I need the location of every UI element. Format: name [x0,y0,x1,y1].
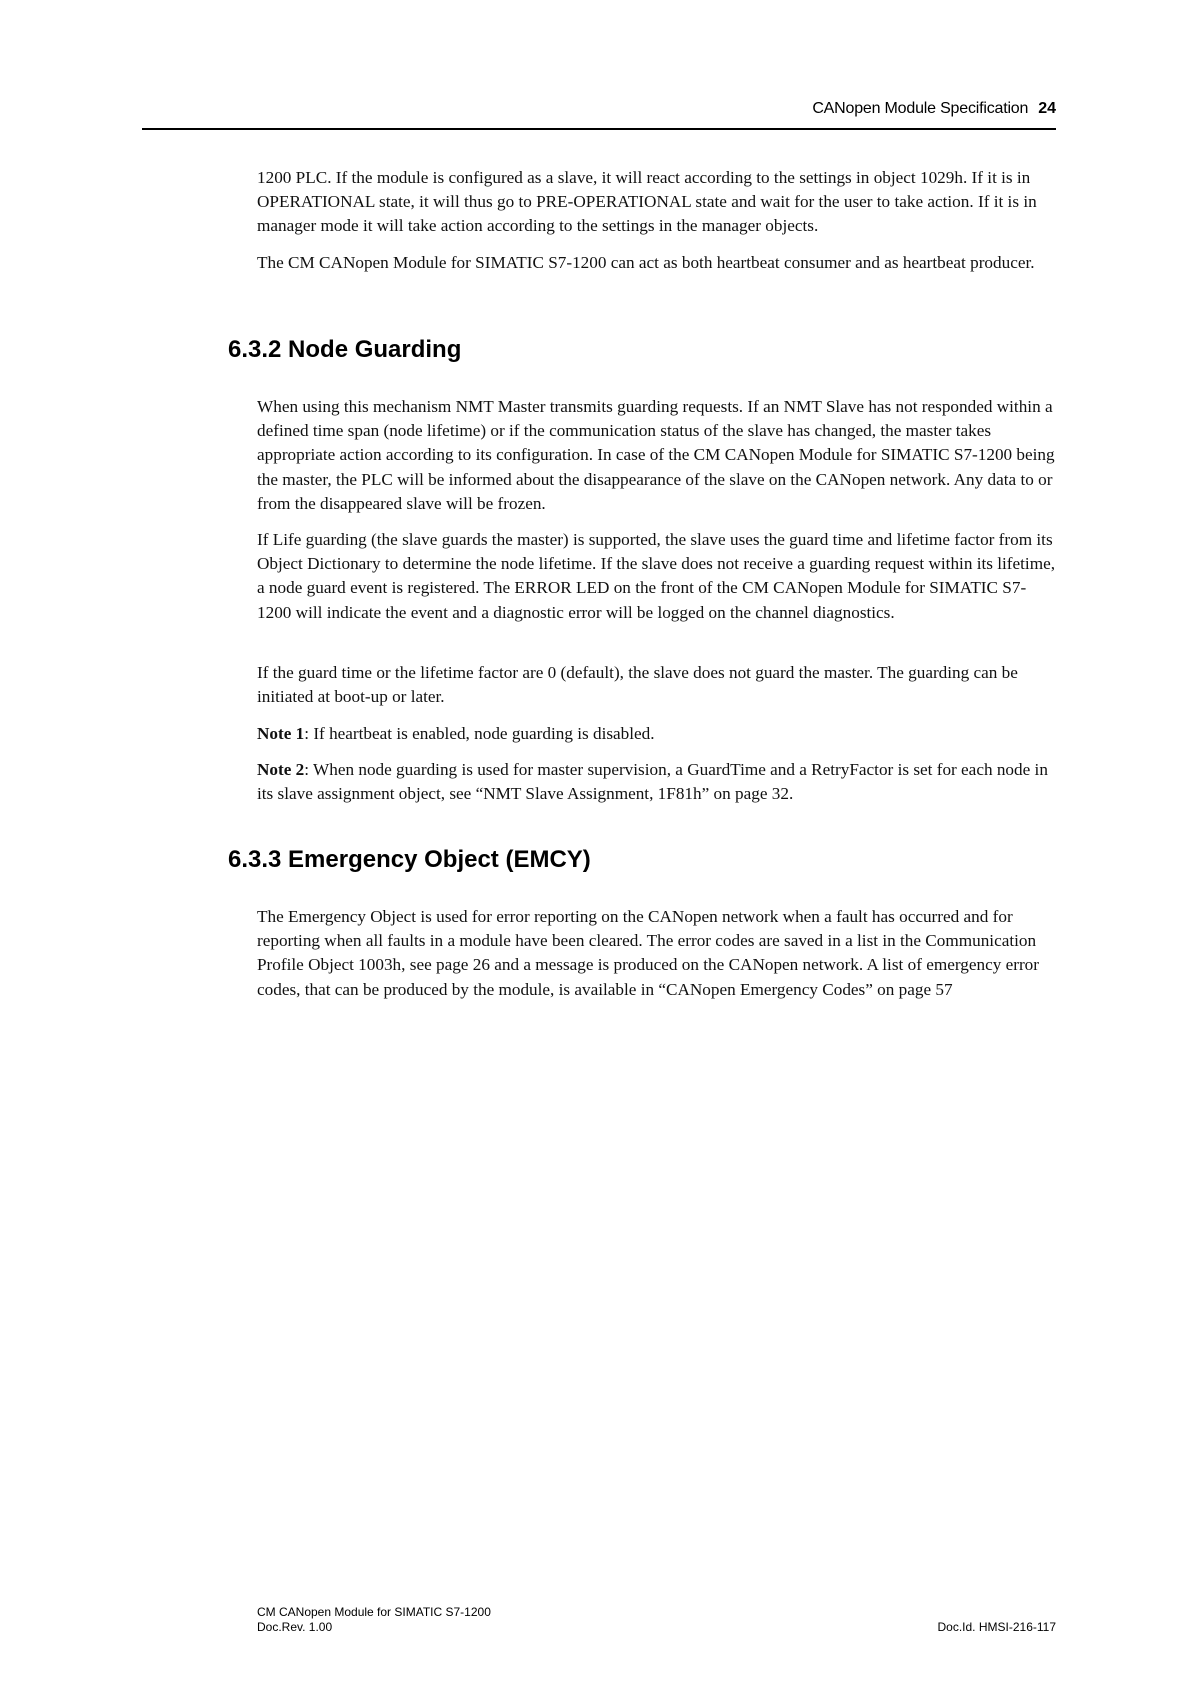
footer-revision: Doc.Rev. 1.00 [257,1620,333,1634]
page-header [142,100,1056,130]
intro-paragraph-1: 1200 PLC. If the module is configured as a slave, it will react according to the settings in object 1029h. If it is in OPERATIONAL state, it will thus go to PRE-OPERATIONAL state and wait for the user to take action. If it is in manager mode it will take action according to the settings in the manager objects. [257,168,1037,236]
emergency-object-paragraph: The Emergency Object is used for error reporting on the CANopen network when a fault has occurred and for reporting when all faults in a module have been cleared. The error codes are saved in a list in the Communication Profile Object 1003h, see page 26 and a message is produced on the CANopen network. A list of emergency error codes, that can be produced by the module, is available in “CANopen Emergency Codes” on page 57 [257,907,1039,999]
footer-product: CM CANopen Module for SIMATIC S7-1200 [257,1605,491,1619]
section-heading-emergency-object: 6.3.3 Emergency Object (EMCY) [228,846,591,873]
section-heading-node-guarding: 6.3.2 Node Guarding [228,336,462,363]
note-1-text: : If heartbeat is enabled, node guarding is disabled. [304,724,655,743]
footer-left [257,1605,491,1635]
node-guarding-paragraph-3: If the guard time or the lifetime factor are 0 (default), the slave does not guard the master. The guarding can be initiated at boot-up or later. [257,663,1018,707]
node-guarding-paragraph-2: If Life guarding (the slave guards the master) is supported, the slave uses the guard time and lifetime factor from its Object Dictionary to determine the node lifetime. If the slave does not receive a guarding request within its lifetime, a node guard event is registered. The ERROR LED on the front of the CM CANopen Module for SIMATIC S7-1200 will indicate the event and a diagnostic error will be logged on the channel diagnostics. [257,530,1056,622]
page-number: 24 [1038,100,1056,117]
header-title: CANopen Module Specification [812,100,1029,117]
note-1 [257,722,1057,746]
note-2 [257,758,1057,806]
node-guarding-paragraph-1: When using this mechanism NMT Master transmits guarding requests. If an NMT Slave has not responded within a defined time span (node lifetime) or if the communication status of the slave has changed, the master takes appropriate action according to its configuration. In case of the CM CANopen Module for SIMATIC S7-1200 being the master, the PLC will be informed about the disappearance of the slave on the CANopen network. Any data to or from the disappeared slave will be frozen. [257,397,1055,513]
note-2-label: Note 2 [257,760,305,779]
note-1-label: Note 1 [257,724,305,743]
intro-paragraph-2: The CM CANopen Module for SIMATIC S7-1200 can act as both heartbeat consumer and as heartbeat producer. [257,253,1035,272]
footer-doc-id: Doc.Id. HMSI-216-117 [937,1620,1056,1634]
note-2-text: : When node guarding is used for master supervision, a GuardTime and a RetryFactor is set for each node in its slave assignment object, see “NMT Slave Assignment, 1F81h” on page 32. [257,760,1048,804]
